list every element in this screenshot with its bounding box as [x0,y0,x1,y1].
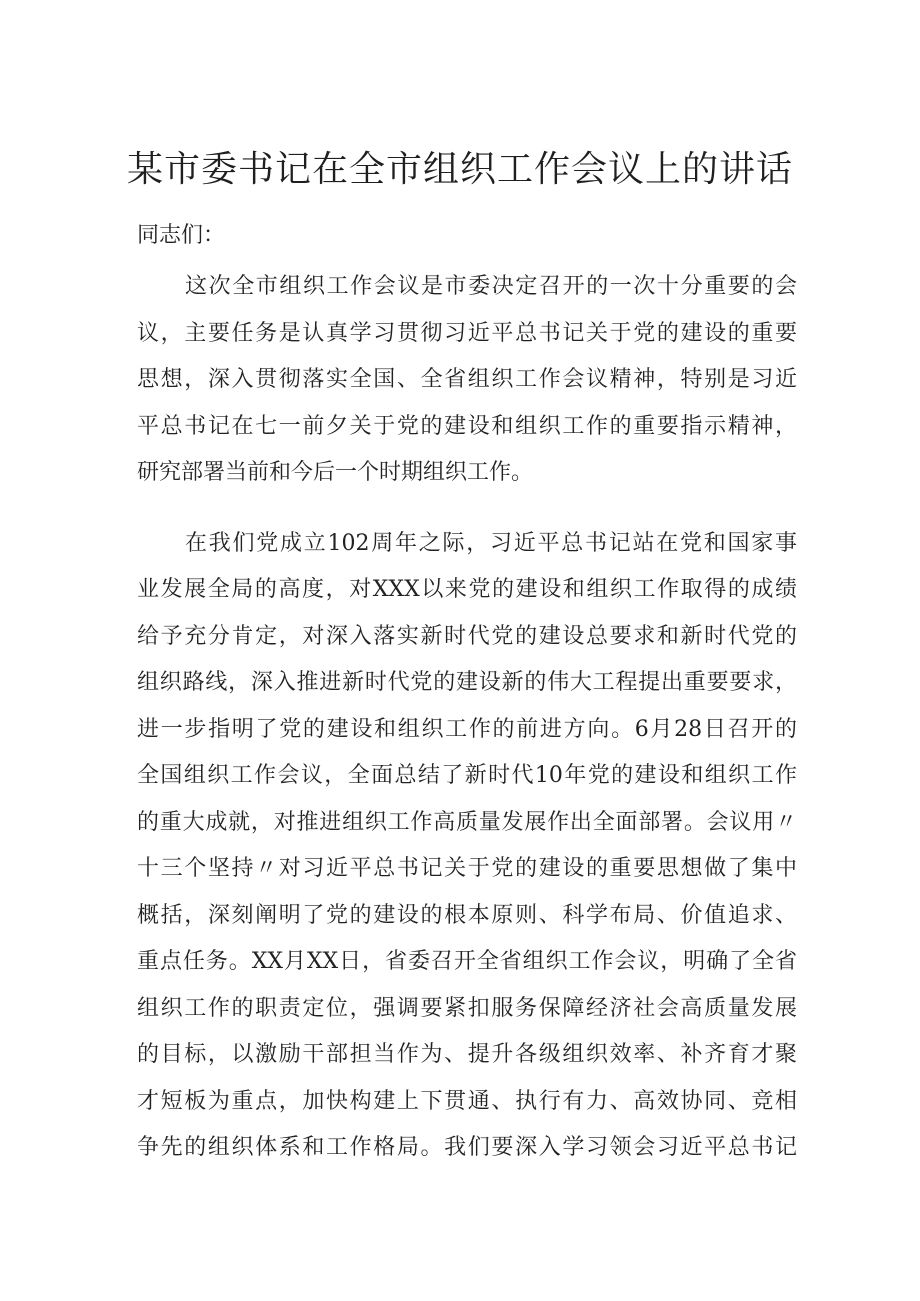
paragraph-line: 组织工作的职责定位，强调要紧扣服务保障经济社会高质量发展 [137,995,797,1021]
paragraph-line: 这次全市组织工作会议是市委决定召开的一次十分重要的会 [185,274,797,299]
paragraph-line: 争先的组织体系和工作格局。我们要深入学习领会习近平总书记 [137,1135,797,1160]
paragraph-line: 概括，深刻阐明了党的建设的根本原则、科学布局、价值追求、 [137,902,797,928]
paragraph-line: 业发展全局的高度，对XXX以来党的建设和组织工作取得的成绩 [137,577,797,602]
paragraph-spacer [137,497,797,521]
paragraph-line: 平总书记在七一前夕关于党的建设和组织工作的重要指示精神， [137,413,797,439]
paragraph-line: 研究部署当前和今后一个时期组织工作。 [137,460,534,485]
paragraph-line: 的重大成就，对推进组织工作高质量发展作出全面部署。会议用〃 [137,809,797,835]
greeting: 同志们： [137,223,226,248]
paragraph-line: 重点任务。XX月XX日，省委召开全省组织工作会议，明确了全省 [137,949,797,974]
paragraph-line: 组织路线，深入推进新时代党的建设新的伟大工程提出重要要求， [137,670,797,695]
paragraph-line: 给予充分肯定，对深入落实新时代党的建设总要求和新时代党的 [137,623,797,649]
paragraph-line: 进一步指明了党的建设和组织工作的前进方向。6月28日召开的 [137,716,797,742]
paragraph-line: 十三个坚持〃对习近平总书记关于党的建设的重要思想做了集中 [137,856,797,881]
paragraph-2 [137,521,797,1172]
paragraph-line: 全国组织工作会议，全面总结了新时代10年党的建设和组织工作 [137,763,797,788]
paragraph-line: 思想，深入贯彻落实全国、全省组织工作会议精神，特别是习近 [137,367,797,392]
paragraph-line: 的目标，以激励干部担当作为、提升各级组织效率、补齐育才聚 [137,1042,797,1067]
paragraph-line: 议，主要任务是认真学习贯彻习近平总书记关于党的建设的重要 [137,320,797,346]
document-title: 某市委书记在全市组织工作会议上的讲话 [126,149,793,190]
paragraph-line: 在我们党成立102周年之际，习近平总书记站在党和国家事 [185,530,797,556]
paragraph-line: 才短板为重点，加快构建上下贯通、执行有力、高效协同、竞相 [137,1088,797,1114]
paragraph-1 [137,264,797,497]
document-body [137,264,797,1172]
